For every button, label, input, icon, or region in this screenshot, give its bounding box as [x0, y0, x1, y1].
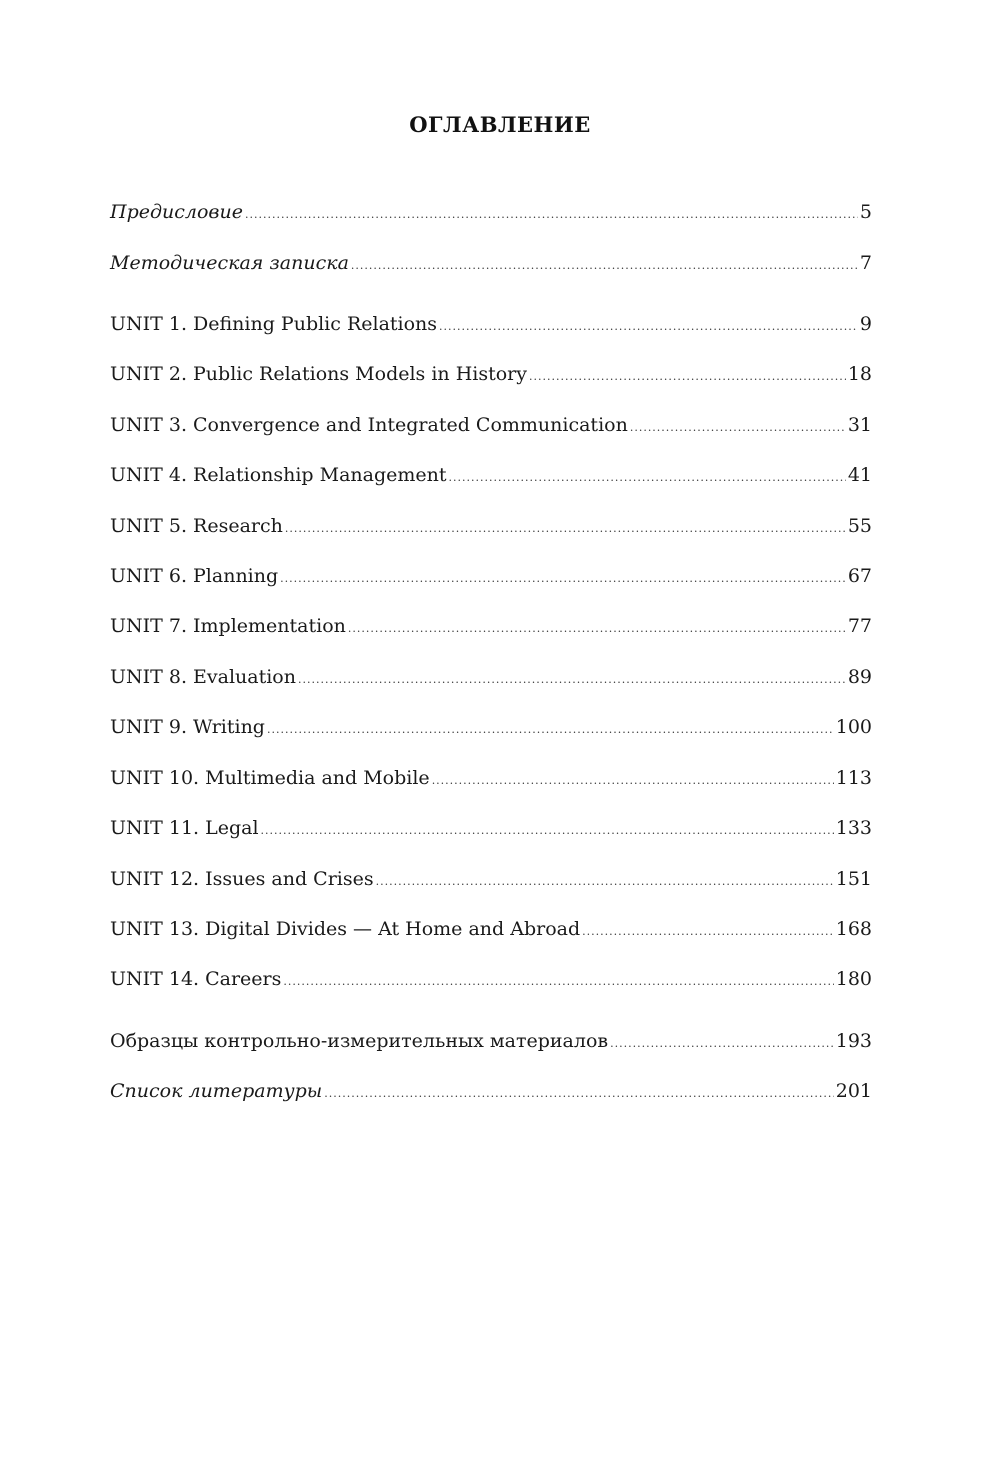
leader-dots [630, 416, 846, 440]
toc-entry-label: UNIT 1. Defining Public Relations [110, 313, 438, 335]
toc-entry-label: UNIT 2. Public Relations Models in History [110, 363, 527, 385]
toc-entry[interactable] [110, 564, 872, 591]
toc-entry-page: 67 [847, 565, 872, 587]
toc-entry[interactable] [110, 715, 872, 742]
toc-entry-label: UNIT 3. Convergence and Integrated Communication [110, 414, 628, 436]
leader-dots [298, 668, 846, 692]
toc-entry[interactable] [110, 200, 872, 227]
toc-entry-label: UNIT 8. Evaluation [110, 666, 296, 688]
toc-entry-page: 7 [859, 252, 872, 274]
toc-entry-label: UNIT 13. Digital Divides — At Home and Abroad [110, 918, 581, 940]
leader-dots [283, 970, 833, 994]
leader-dots [348, 617, 846, 641]
toc-entry-label: Образцы контрольно-измерительных материалов [110, 1030, 609, 1052]
toc-entry-page: 113 [835, 767, 872, 789]
toc-entry-label: UNIT 10. Multimedia and Mobile [110, 767, 430, 789]
leader-dots [351, 254, 858, 278]
leader-dots [439, 315, 858, 339]
toc-entry[interactable] [110, 1079, 872, 1106]
toc-entry-page: 55 [847, 515, 872, 537]
toc-entry-label: UNIT 9. Writing [110, 716, 265, 738]
toc-entry-label: UNIT 6. Planning [110, 565, 279, 587]
toc-entry-label: UNIT 7. Implementation [110, 615, 346, 637]
toc-entry-label: Методическая записка [110, 252, 349, 274]
leader-dots [280, 567, 846, 591]
toc-entry-page: 89 [847, 666, 872, 688]
toc-entry-page: 201 [835, 1080, 872, 1102]
toc-entry-page: 133 [835, 817, 872, 839]
leader-dots [449, 466, 846, 490]
leader-dots [245, 203, 858, 227]
toc-entry-page: 193 [835, 1030, 872, 1052]
leader-dots [285, 517, 846, 541]
toc-entry-page: 180 [835, 968, 872, 990]
toc-entry[interactable] [110, 514, 872, 541]
toc-entry-page: 9 [859, 313, 872, 335]
leader-dots [324, 1082, 833, 1106]
toc-entry[interactable] [110, 816, 872, 843]
toc-entry-label: UNIT 4. Relationship Management [110, 464, 447, 486]
leader-dots [582, 920, 834, 944]
toc-entry[interactable] [110, 766, 872, 793]
leader-dots [432, 769, 834, 793]
toc-entry-page: 77 [847, 615, 872, 637]
toc-entry-page: 5 [859, 201, 872, 223]
toc-entry[interactable] [110, 312, 872, 339]
leader-dots [376, 870, 834, 894]
toc-entry[interactable] [110, 867, 872, 894]
toc-entry-label: Список литературы [110, 1080, 323, 1102]
toc-entry[interactable] [110, 463, 872, 490]
toc-entry-page: 151 [835, 868, 872, 890]
toc-entry[interactable] [110, 614, 872, 641]
leader-dots [261, 819, 834, 843]
toc-entry-label: UNIT 5. Research [110, 515, 283, 537]
toc-entry[interactable] [110, 917, 872, 944]
toc-entry[interactable] [110, 1029, 872, 1056]
page-title: ОГЛАВЛЕНИЕ [409, 112, 591, 137]
toc-entry-page: 18 [847, 363, 872, 385]
toc-entry-label: UNIT 11. Legal [110, 817, 259, 839]
toc-entry[interactable] [110, 251, 872, 278]
toc-entry-label: UNIT 12. Issues and Crises [110, 868, 374, 890]
toc-entry-label: Предисловие [110, 201, 243, 223]
leader-dots [529, 365, 846, 389]
leader-dots [610, 1032, 834, 1056]
toc-entry[interactable] [110, 665, 872, 692]
toc-entry[interactable] [110, 362, 872, 389]
toc-entry[interactable] [110, 967, 872, 994]
toc-entry-page: 168 [835, 918, 872, 940]
toc-entry-page: 100 [835, 716, 872, 738]
leader-dots [267, 718, 834, 742]
toc-entry-label: UNIT 14. Careers [110, 968, 282, 990]
toc-entry-page: 31 [847, 414, 872, 436]
toc-entry[interactable] [110, 413, 872, 440]
toc-entry-page: 41 [847, 464, 872, 486]
